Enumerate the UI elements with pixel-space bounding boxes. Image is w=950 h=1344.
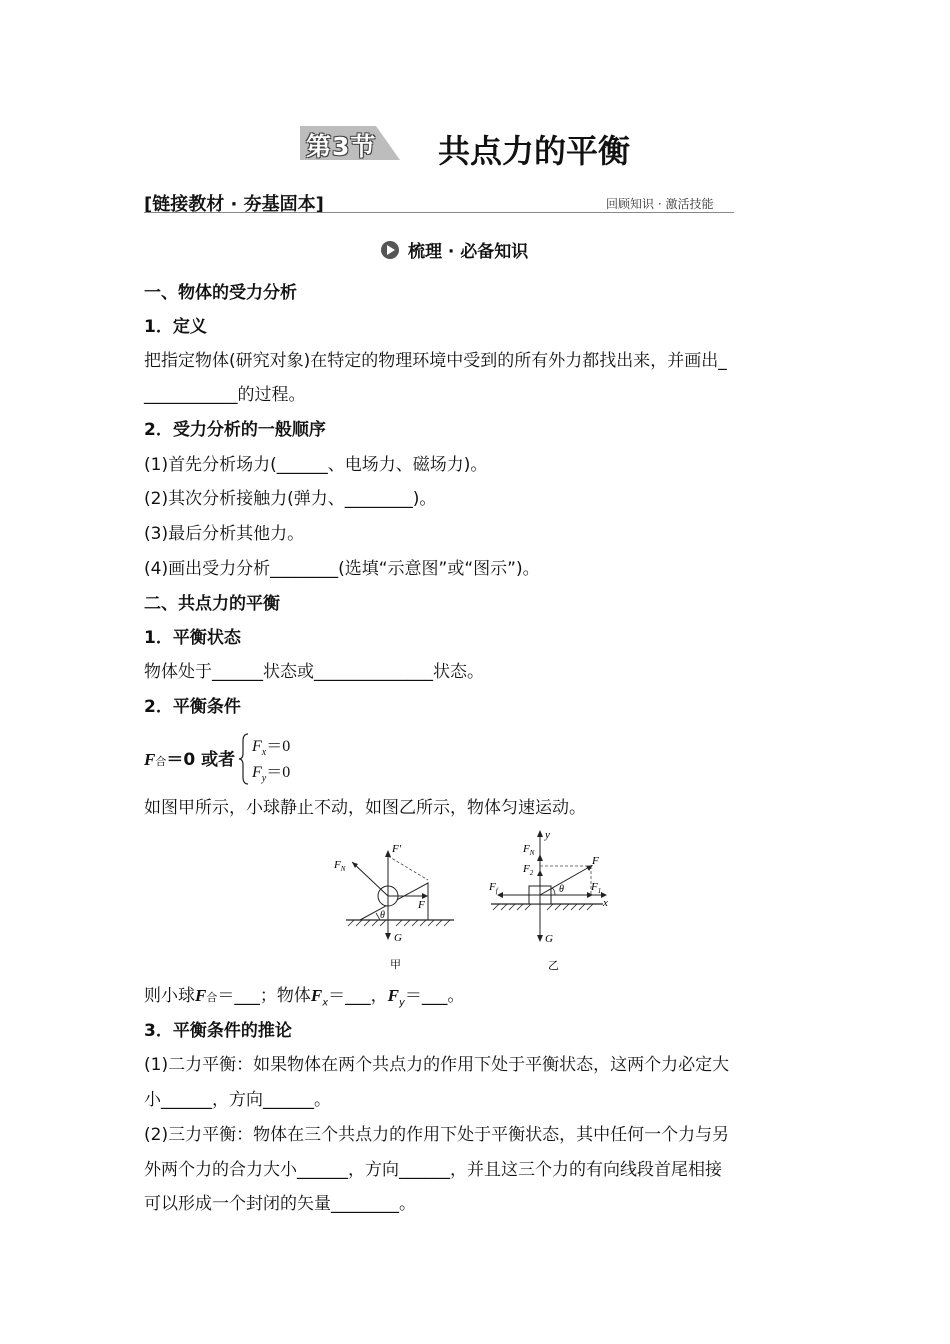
figure-yi bbox=[485, 826, 620, 976]
label-fn-b: $F_N$ bbox=[523, 843, 535, 857]
label-theta-b: θ bbox=[559, 884, 564, 895]
cond-F: F bbox=[144, 750, 156, 769]
inference-line-1: (1)二力平衡：如果物体在两个共点力的作用下处于平衡状态，这两个力必定大 bbox=[144, 1055, 730, 1075]
cond-eq: ＝0 或者 bbox=[166, 750, 236, 770]
label-f1: $F_1$ bbox=[591, 881, 602, 895]
result-sub: 合 bbox=[206, 991, 218, 1004]
label-y: y bbox=[545, 829, 550, 841]
cond-fx-F: F bbox=[252, 738, 262, 755]
subheading-state: 1．平衡状态 bbox=[144, 628, 241, 648]
ground-hatch bbox=[348, 920, 450, 926]
fn-arrowhead-b bbox=[537, 854, 543, 861]
figure-intro: 如图甲所示，小球静止不动，如图乙所示，物体匀速运动。 bbox=[144, 798, 586, 818]
link-header-left: [链接教材 · 夯基固本] bbox=[144, 194, 324, 215]
order-item-4: (4)画出受力分析________(选填“示意图”或“图示”)。 bbox=[144, 559, 540, 579]
cond-fy-F: F bbox=[252, 764, 262, 781]
label-fn: $F_N$ bbox=[334, 859, 346, 873]
label-x: x bbox=[603, 897, 608, 909]
ground-hatch-b bbox=[493, 904, 593, 910]
fprime-arrowhead bbox=[385, 850, 391, 857]
figure-jia bbox=[330, 838, 460, 973]
definition-line-1: 把指定物体(研究对象)在特定的物理环境中受到的所有外力都找出来，并画出_ bbox=[144, 351, 727, 371]
result-Fx-sub: x bbox=[322, 997, 329, 1009]
theta-arc-b bbox=[552, 888, 555, 895]
section-number-badge: 第3节 bbox=[306, 132, 377, 161]
result-text-1: 则小球 bbox=[144, 986, 195, 1006]
inference-line-3: (2)三力平衡：物体在三个共点力的作用下处于平衡状态，其中任何一个力与另 bbox=[144, 1125, 730, 1145]
subheading-inference: 3．平衡条件的推论 bbox=[144, 1021, 292, 1041]
header-divider bbox=[144, 212, 734, 213]
result-Fy-sub: y bbox=[398, 997, 405, 1009]
label-g-b: G bbox=[545, 933, 553, 945]
subheading-order: 2．受力分析的一般顺序 bbox=[144, 420, 326, 440]
result-text-3: ＝___， bbox=[328, 986, 388, 1006]
cond-fx-sub: x bbox=[261, 747, 267, 759]
link-header-right: 回顾知识 · 激活技能 bbox=[606, 197, 714, 211]
result-Fy: F bbox=[387, 986, 399, 1005]
g-arrowhead-b bbox=[537, 935, 543, 942]
label-f-b: F bbox=[592, 855, 599, 867]
order-item-2: (2)其次分析接触力(弹力、________)。 bbox=[144, 489, 437, 509]
label-g: G bbox=[394, 932, 402, 944]
cond-fy-eq: ＝0 bbox=[266, 764, 291, 781]
dashed-line bbox=[388, 856, 428, 880]
heading-force-analysis: 一、物体的受力分析 bbox=[144, 283, 297, 303]
subheading-condition: 2．平衡条件 bbox=[144, 697, 241, 717]
cond-sub: 合 bbox=[155, 755, 167, 768]
definition-line-2: ___________的过程。 bbox=[144, 385, 306, 405]
result-Fx: F bbox=[310, 986, 323, 1005]
inference-line-4: 外两个力的合力大小______，方向______，并且这三个力的有向线段首尾相接 bbox=[144, 1160, 722, 1180]
figure-jia-caption: 甲 bbox=[390, 958, 401, 971]
section-tag-label: 梳理 · 必备知识 bbox=[408, 242, 529, 262]
result-text-4: ＝___。 bbox=[404, 986, 465, 1006]
result-F: F bbox=[195, 986, 207, 1005]
inference-line-2: 小______，方向______。 bbox=[144, 1090, 331, 1110]
y-axis-head bbox=[537, 830, 543, 837]
ff-arrowhead bbox=[497, 892, 503, 898]
g-arrowhead bbox=[385, 933, 391, 940]
figure-yi-caption: 乙 bbox=[548, 959, 559, 972]
subheading-definition: 1．定义 bbox=[144, 317, 207, 337]
cond-fy-sub: y bbox=[261, 773, 267, 785]
result-text-2: ＝___；物体 bbox=[217, 986, 311, 1006]
label-f: F bbox=[418, 899, 425, 911]
f2-arrowhead bbox=[537, 870, 543, 876]
page-title: 共点力的平衡 bbox=[438, 132, 631, 170]
label-theta: θ bbox=[380, 910, 385, 921]
order-item-3: (3)最后分析其他力。 bbox=[144, 524, 305, 544]
heading-equilibrium: 二、共点力的平衡 bbox=[144, 594, 280, 614]
label-f2: $F_2$ bbox=[523, 863, 534, 877]
inference-line-5: 可以形成一个封闭的矢量________。 bbox=[144, 1194, 416, 1214]
state-line: 物体处于______状态或______________状态。 bbox=[144, 662, 484, 682]
label-fprime: F′ bbox=[392, 843, 402, 855]
play-icon bbox=[380, 240, 400, 260]
fn-arrow bbox=[352, 862, 388, 896]
brace-icon bbox=[238, 733, 250, 785]
f-arrow-b bbox=[540, 866, 591, 895]
label-ff: $F_f$ bbox=[489, 881, 498, 895]
order-item-1: (1)首先分析场力(______、电场力、磁场力)。 bbox=[144, 455, 488, 475]
cond-fx-eq: ＝0 bbox=[266, 738, 291, 755]
result-line bbox=[144, 984, 464, 1015]
